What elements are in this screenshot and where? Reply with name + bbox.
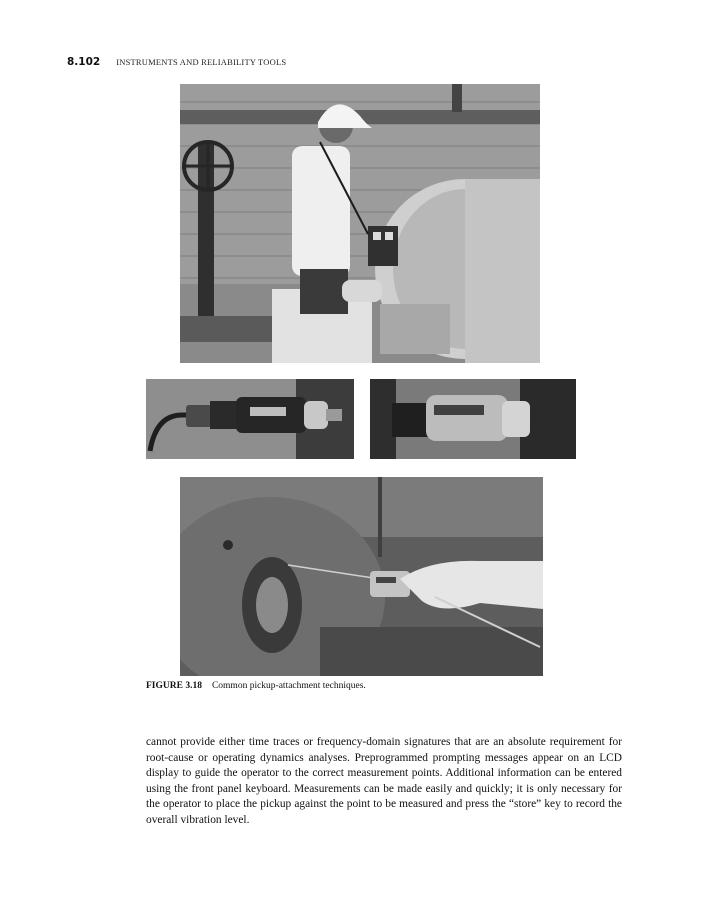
figure-caption	[146, 681, 366, 691]
technician-photo	[180, 84, 540, 363]
pickup-cable-illustration	[146, 379, 354, 459]
pickup-cable-photo	[146, 379, 354, 459]
running-header	[67, 52, 286, 66]
body-paragraph: cannot provide either time traces or frequency-domain signatures that are an absolute requirement for root-cause or operating dynamics analyses. Preprogrammed prompting messages appear on an LCD display to guide the operator to the correct measurement points. Additional information can be entered using the front panel keyboard. Measurements can be made easily and quickly; it is only necessary for the operator to place the pickup against the point to be measured and press the “store” key to record the overall vibration level.	[146, 736, 622, 826]
hand-probe-photo	[180, 477, 543, 676]
section-title: INSTRUMENTS AND RELIABILITY TOOLS	[116, 57, 287, 67]
figure-label: FIGURE 3.18	[146, 681, 202, 691]
technician-illustration	[180, 84, 540, 363]
hand-probe-illustration	[180, 477, 543, 676]
magnetic-pickup-illustration	[370, 379, 576, 459]
magnetic-pickup-photo	[370, 379, 576, 459]
page-number: 8.102	[67, 56, 101, 68]
figure-caption-text: Common pickup-attachment techniques.	[211, 681, 366, 691]
